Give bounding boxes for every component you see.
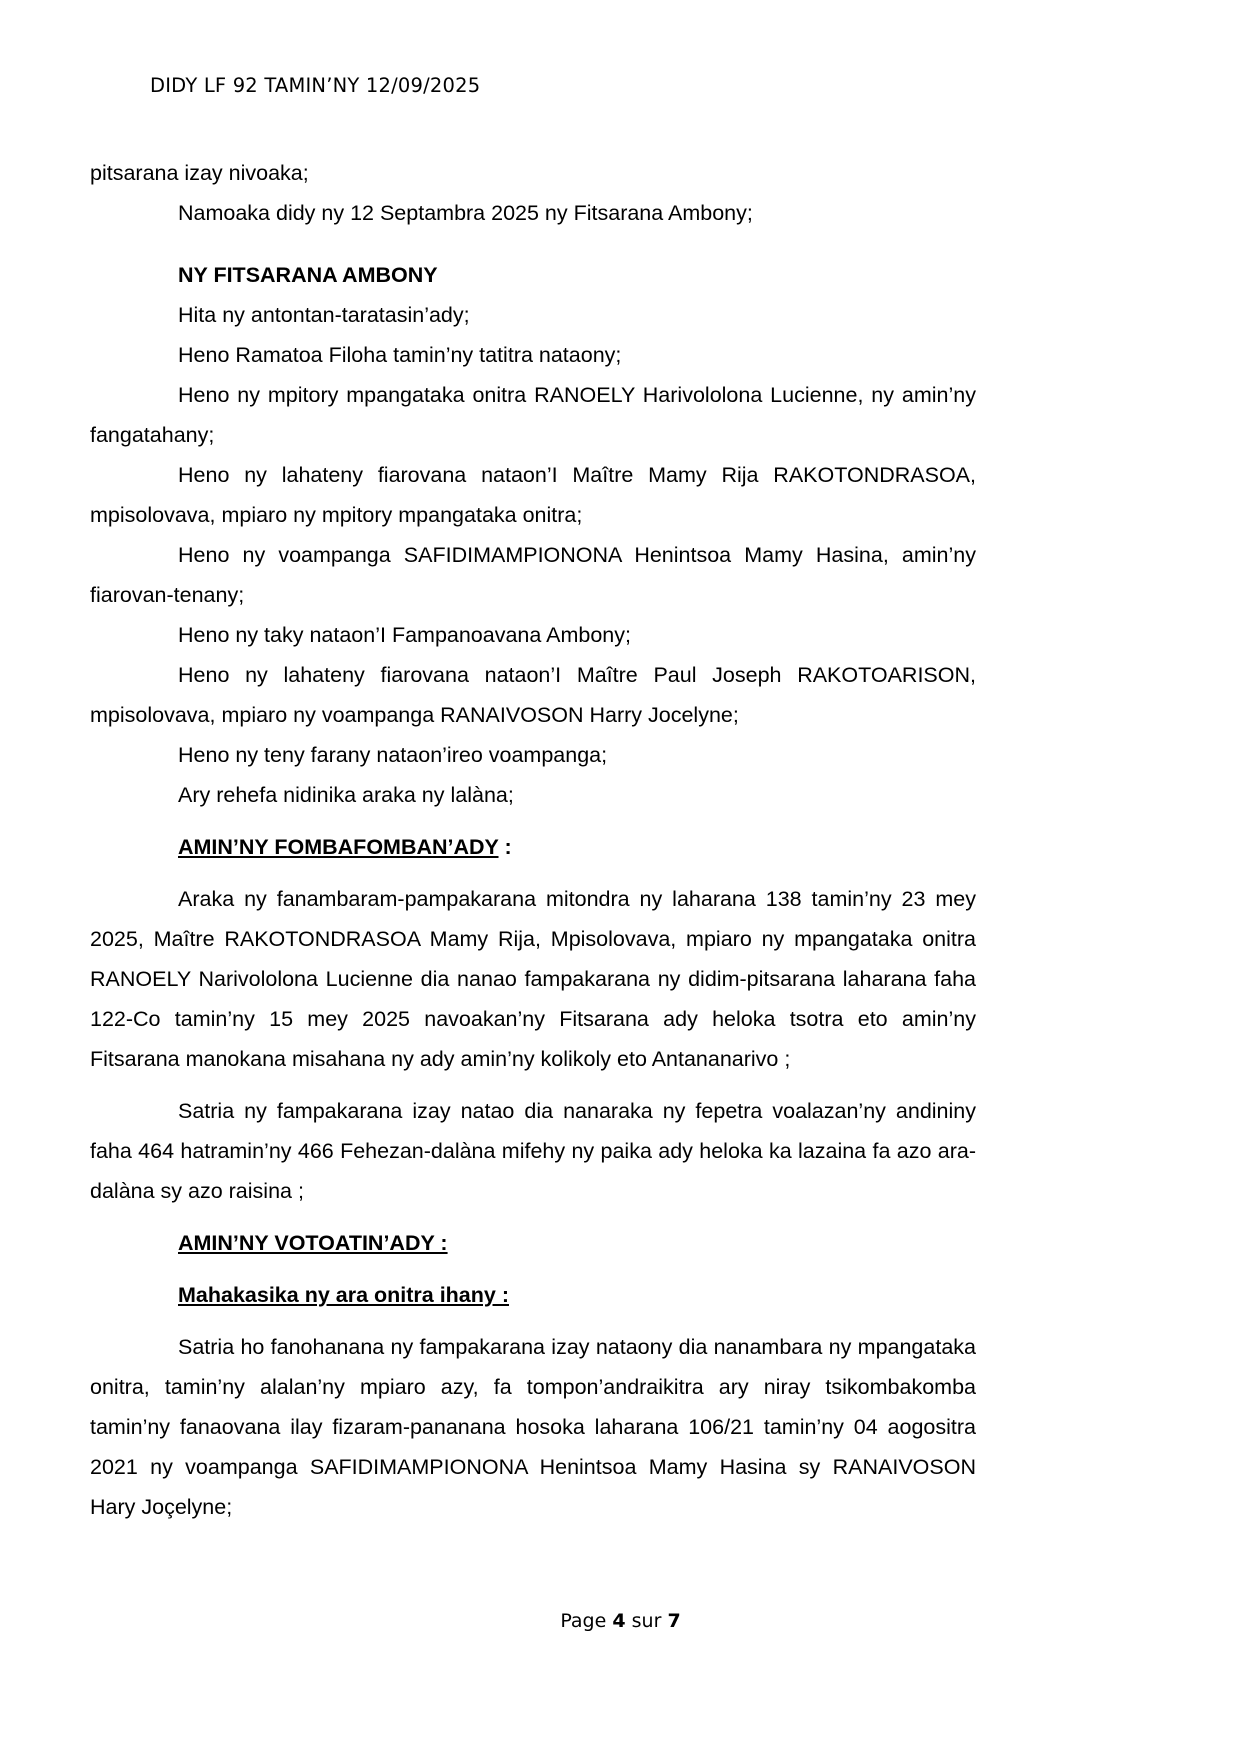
paragraph-heard-7: Heno ny lahateny fiarovana nataon’I Maître Paul Joseph RAKOTOARISON, mpisolovava, mpiaro ny voampanga RANAIVOSON Harry Jocelyne; — [90, 663, 976, 727]
page-footer — [0, 1610, 1241, 1632]
paragraph-heard-5: Heno ny voampanga SAFIDIMAMPIONONA Henintsoa Mamy Hasina, amin’ny fiarovan-tenany; — [90, 543, 976, 607]
paragraph-continuation: pitsarana izay nivoaka; — [90, 161, 309, 185]
paragraph-appeal: Araka ny fanambaram-pampakarana mitondra ny laharana 138 tamin’ny 23 mey 2025, Maître RAKOTONDRASOA Mamy Rija, Mpisolovava, mpiaro ny mpangataka onitra RANOELY Narivololona Lucienne dia nanao fampakarana ny didim-pitsarana laharana faha 122-Co tamin’ny 15 mey 2025 navoakan’ny Fitsarana ady heloka tsotra eto amin’ny Fitsarana manokana misahana ny ady amin’ny kolikoly eto Antananarivo ; — [90, 887, 976, 1071]
paragraph-heard-4: Heno ny lahateny fiarovana nataon’I Maître Mamy Rija RAKOTONDRASOA, mpisolovava, mpiaro ny mpitory mpangataka onitra; — [90, 463, 976, 527]
page-number-current: 4 — [612, 1610, 626, 1632]
section-heading-procedure — [90, 827, 976, 867]
paragraph-heard-6: Heno ny taky nataon’I Fampanoavana Ambony; — [178, 623, 631, 647]
paragraph-admissibility: Satria ny fampakarana izay natao dia nanaraka ny fepetra voalazan’ny andininy faha 464 hatramin’ny 466 Fehezan-dalàna mifehy ny paika ady heloka ka lazaina fa azo ara-dalàna sy azo raisina ; — [90, 1099, 976, 1203]
section-heading-merits: AMIN’NY VOTOATIN’ADY : — [178, 1231, 448, 1255]
paragraph-heard-8: Heno ny teny farany nataon’ireo voampanga; — [178, 743, 608, 767]
paragraph-ruling-date: Namoaka didy ny 12 Septambra 2025 ny Fitsarana Ambony; — [178, 201, 753, 225]
page-number-total: 7 — [667, 1610, 681, 1632]
paragraph-deliberation: Ary rehefa nidinika araka ny lalàna; — [178, 783, 514, 807]
paragraph-heard-1: Hita ny antontan-taratasin’ady; — [178, 303, 470, 327]
paragraph-heard-3: Heno ny mpitory mpangataka onitra RANOELY Harivololona Lucienne, ny amin’ny fangatahany; — [90, 383, 976, 447]
section-heading-court: NY FITSARANA AMBONY — [178, 263, 438, 287]
section-heading-procedure-text: AMIN’NY FOMBAFOMBAN’ADY — [178, 835, 499, 859]
subsection-heading-civil: Mahakasika ny ara onitra ihany : — [178, 1283, 509, 1307]
document-body — [90, 153, 976, 1527]
page-header: DIDY LF 92 TAMIN’NY 12/09/2025 — [150, 74, 481, 97]
paragraph-heard-2: Heno Ramatoa Filoha tamin’ny tatitra nataony; — [178, 343, 622, 367]
paragraph-grounds: Satria ho fanohanana ny fampakarana izay nataony dia nanambara ny mpangataka onitra, tamin’ny alalan’ny mpiaro azy, fa tompon’andraikitra ary niray tsikombakomba tamin’ny fanaovana ilay fizaram-pananana hosoka laharana 106/21 tamin’ny 04 aogositra 2021 ny voampanga SAFIDIMAMPIONONA Henintsoa Mamy Hasina sy RANAIVOSON Hary Joçelyne; — [90, 1335, 976, 1519]
page-number-middle: sur — [625, 1610, 668, 1632]
section-heading-procedure-suffix: : — [498, 835, 512, 859]
page-number-prefix: Page — [560, 1610, 613, 1632]
